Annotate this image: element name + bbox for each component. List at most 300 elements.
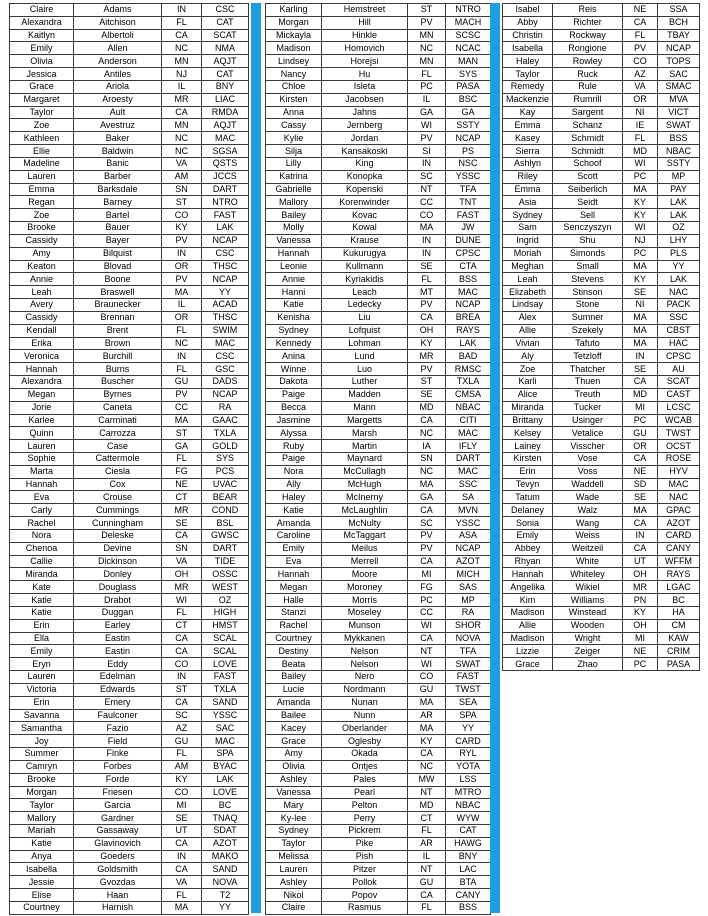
- class-cell: CC: [162, 401, 202, 414]
- first-name-cell: Nora: [266, 465, 322, 478]
- team-cell: NCAP: [446, 299, 491, 312]
- class-cell: IL: [408, 850, 446, 863]
- last-name-cell: Williams: [553, 594, 623, 607]
- first-name-cell: Emily: [266, 542, 322, 555]
- team-cell: SAS: [446, 581, 491, 594]
- first-name-cell: Kasey: [503, 132, 553, 145]
- table-row: [266, 529, 491, 542]
- class-cell: IL: [162, 299, 202, 312]
- first-name-cell: Mackenzie: [503, 93, 553, 106]
- table-row: [503, 632, 700, 645]
- last-name-cell: Finke: [74, 748, 162, 761]
- first-name-cell: Claire: [266, 901, 322, 914]
- team-cell: BC: [202, 799, 249, 812]
- team-cell: SWAT: [446, 658, 491, 671]
- team-cell: UVAC: [202, 478, 249, 491]
- last-name-cell: Tafuto: [553, 337, 623, 350]
- team-cell: TXLA: [446, 376, 491, 389]
- team-cell: SAND: [202, 863, 249, 876]
- table-row: [503, 260, 700, 273]
- team-cell: FAST: [202, 671, 249, 684]
- class-cell: SE: [408, 388, 446, 401]
- last-name-cell: Rumrill: [553, 93, 623, 106]
- last-name-cell: Senczyszyn: [553, 222, 623, 235]
- table-row: [10, 517, 249, 530]
- last-name-cell: Braswell: [74, 286, 162, 299]
- team-cell: MAC: [202, 337, 249, 350]
- last-name-cell: Pike: [322, 837, 408, 850]
- last-name-cell: Sell: [553, 209, 623, 222]
- first-name-cell: Sydney: [503, 209, 553, 222]
- class-cell: NJ: [162, 68, 202, 81]
- team-cell: BEAR: [202, 491, 249, 504]
- table-row: [503, 68, 700, 81]
- first-name-cell: Sam: [503, 222, 553, 235]
- first-name-cell: Eryn: [10, 658, 74, 671]
- class-cell: CO: [408, 209, 446, 222]
- last-name-cell: King: [322, 157, 408, 170]
- class-cell: CA: [162, 29, 202, 42]
- last-name-cell: Goldsmith: [74, 863, 162, 876]
- table-row: [10, 786, 249, 799]
- class-cell: MR: [162, 581, 202, 594]
- first-name-cell: Madeline: [10, 157, 74, 170]
- first-name-cell: Elizabeth: [503, 286, 553, 299]
- class-cell: SC: [408, 170, 446, 183]
- class-cell: IN: [623, 529, 658, 542]
- table-row: [503, 183, 700, 196]
- last-name-cell: Pitzer: [322, 863, 408, 876]
- first-name-cell: Sierra: [503, 145, 553, 158]
- table-row: [10, 440, 249, 453]
- last-name-cell: Cunningham: [74, 517, 162, 530]
- last-name-cell: Winstead: [553, 606, 623, 619]
- table-row: [10, 452, 249, 465]
- table-row: [266, 696, 491, 709]
- first-name-cell: Katrina: [266, 170, 322, 183]
- last-name-cell: Kowal: [322, 222, 408, 235]
- table-row: [10, 106, 249, 119]
- last-name-cell: Friesen: [74, 786, 162, 799]
- team-cell: OCST: [658, 440, 700, 453]
- class-cell: CA: [162, 645, 202, 658]
- team-cell: YSSC: [202, 709, 249, 722]
- class-cell: CA: [162, 837, 202, 850]
- team-cell: SCAL: [202, 645, 249, 658]
- class-cell: CT: [162, 491, 202, 504]
- table-row: [503, 363, 700, 376]
- class-cell: SC: [408, 517, 446, 530]
- class-cell: ST: [162, 427, 202, 440]
- first-name-cell: Melissa: [266, 850, 322, 863]
- table-row: [10, 901, 249, 914]
- first-name-cell: Ashlyn: [503, 157, 553, 170]
- table-row: [10, 93, 249, 106]
- first-name-cell: Jessie: [10, 876, 74, 889]
- class-cell: NI: [623, 299, 658, 312]
- team-cell: SEA: [446, 696, 491, 709]
- last-name-cell: Kopenski: [322, 183, 408, 196]
- first-name-cell: Haley: [266, 491, 322, 504]
- class-cell: AZ: [162, 722, 202, 735]
- team-cell: YSSC: [446, 517, 491, 530]
- class-cell: PV: [408, 529, 446, 542]
- first-name-cell: Emily: [10, 42, 74, 55]
- first-name-cell: Cassy: [266, 119, 322, 132]
- team-cell: HMST: [202, 619, 249, 632]
- first-name-cell: Tevyn: [503, 478, 553, 491]
- first-name-cell: Lizzie: [503, 645, 553, 658]
- table-row: [10, 42, 249, 55]
- first-name-cell: Ashley: [266, 773, 322, 786]
- class-cell: KY: [162, 773, 202, 786]
- table-row: [10, 825, 249, 838]
- team-cell: TXLA: [202, 427, 249, 440]
- team-cell: SAND: [202, 696, 249, 709]
- first-name-cell: Allie: [503, 324, 553, 337]
- last-name-cell: Eastin: [74, 645, 162, 658]
- class-cell: NE: [623, 645, 658, 658]
- class-cell: PC: [623, 247, 658, 260]
- team-cell: LGAC: [658, 581, 700, 594]
- team-cell: OZ: [658, 222, 700, 235]
- team-cell: BSL: [202, 517, 249, 530]
- last-name-cell: Shu: [553, 234, 623, 247]
- table-row: [266, 350, 491, 363]
- first-name-cell: Sophie: [10, 452, 74, 465]
- table-row: [266, 299, 491, 312]
- last-name-cell: Jordan: [322, 132, 408, 145]
- table-row: [266, 812, 491, 825]
- table-row: [266, 427, 491, 440]
- last-name-cell: Edwards: [74, 683, 162, 696]
- last-name-cell: Reis: [553, 4, 623, 17]
- first-name-cell: Claire: [10, 4, 74, 17]
- first-name-cell: Taylor: [503, 68, 553, 81]
- first-name-cell: Ky-lee: [266, 812, 322, 825]
- last-name-cell: Szekely: [553, 324, 623, 337]
- first-name-cell: Erika: [10, 337, 74, 350]
- last-name-cell: Richter: [553, 16, 623, 29]
- table-row: [10, 645, 249, 658]
- team-cell: NCAC: [446, 42, 491, 55]
- table-row: [266, 837, 491, 850]
- class-cell: OH: [408, 324, 446, 337]
- team-cell: HIGH: [202, 606, 249, 619]
- class-cell: UT: [623, 555, 658, 568]
- last-name-cell: Hu: [322, 68, 408, 81]
- class-cell: CA: [623, 16, 658, 29]
- last-name-cell: Stone: [553, 299, 623, 312]
- last-name-cell: Jernberg: [322, 119, 408, 132]
- table-row: [503, 234, 700, 247]
- last-name-cell: Zeiger: [553, 645, 623, 658]
- team-cell: PACK: [658, 299, 700, 312]
- last-name-cell: Deleske: [74, 529, 162, 542]
- first-name-cell: Courtney: [266, 632, 322, 645]
- table-row: [503, 106, 700, 119]
- first-name-cell: Isabella: [10, 863, 74, 876]
- class-cell: IN: [162, 350, 202, 363]
- team-cell: CSC: [202, 4, 249, 17]
- last-name-cell: Cummings: [74, 504, 162, 517]
- team-cell: SGSA: [202, 145, 249, 158]
- first-name-cell: Hannah: [266, 568, 322, 581]
- team-cell: MAC: [446, 286, 491, 299]
- class-cell: NE: [623, 465, 658, 478]
- first-name-cell: Morgan: [266, 16, 322, 29]
- class-cell: MA: [623, 311, 658, 324]
- last-name-cell: Buscher: [74, 376, 162, 389]
- team-cell: NBAC: [446, 799, 491, 812]
- first-name-cell: Anya: [10, 850, 74, 863]
- first-name-cell: Bailey: [266, 671, 322, 684]
- table-row: [266, 568, 491, 581]
- roster-table-3: [502, 3, 700, 671]
- table-row: [10, 773, 249, 786]
- first-name-cell: Remedy: [503, 80, 553, 93]
- team-cell: TIDE: [202, 555, 249, 568]
- class-cell: KY: [162, 222, 202, 235]
- last-name-cell: Goeders: [74, 850, 162, 863]
- team-cell: YY: [202, 286, 249, 299]
- table-row: [503, 324, 700, 337]
- table-row: [10, 632, 249, 645]
- first-name-cell: Erin: [503, 465, 553, 478]
- table-row: [503, 273, 700, 286]
- class-cell: GU: [408, 683, 446, 696]
- table-row: [503, 619, 700, 632]
- last-name-cell: Usinger: [553, 414, 623, 427]
- first-name-cell: Ella: [10, 632, 74, 645]
- last-name-cell: Duggan: [74, 606, 162, 619]
- last-name-cell: Aitchison: [74, 16, 162, 29]
- last-name-cell: Ruck: [553, 68, 623, 81]
- first-name-cell: Joy: [10, 735, 74, 748]
- last-name-cell: Drabot: [74, 594, 162, 607]
- first-name-cell: Hannah: [10, 363, 74, 376]
- first-name-cell: Chloe: [266, 80, 322, 93]
- table-row: [503, 645, 700, 658]
- first-name-cell: Hannah: [266, 247, 322, 260]
- last-name-cell: Schoof: [553, 157, 623, 170]
- last-name-cell: Wade: [553, 491, 623, 504]
- table-row: [266, 80, 491, 93]
- first-name-cell: Kirsten: [503, 452, 553, 465]
- first-name-cell: Brooke: [10, 773, 74, 786]
- first-name-cell: Ashley: [266, 876, 322, 889]
- team-cell: DART: [446, 452, 491, 465]
- last-name-cell: Thuen: [553, 376, 623, 389]
- first-name-cell: Callie: [10, 555, 74, 568]
- table-row: [266, 901, 491, 914]
- team-cell: COND: [202, 504, 249, 517]
- last-name-cell: McNulty: [322, 517, 408, 530]
- first-name-cell: Quinn: [10, 427, 74, 440]
- table-row: [10, 29, 249, 42]
- class-cell: MN: [408, 55, 446, 68]
- table-row: [266, 145, 491, 158]
- class-cell: FL: [162, 606, 202, 619]
- team-cell: GOLD: [202, 440, 249, 453]
- first-name-cell: Mallory: [10, 812, 74, 825]
- first-name-cell: Amanda: [266, 696, 322, 709]
- first-name-cell: Katie: [266, 504, 322, 517]
- class-cell: CA: [623, 376, 658, 389]
- team-cell: CSC: [202, 350, 249, 363]
- table-row: [266, 863, 491, 876]
- class-cell: FL: [408, 825, 446, 838]
- first-name-cell: Hanni: [266, 286, 322, 299]
- first-name-cell: Leah: [503, 273, 553, 286]
- last-name-cell: Wang: [553, 517, 623, 530]
- team-cell: BCH: [658, 16, 700, 29]
- first-name-cell: Paige: [266, 452, 322, 465]
- table-row: [10, 427, 249, 440]
- team-cell: YY: [446, 722, 491, 735]
- team-cell: DUNE: [446, 234, 491, 247]
- class-cell: GU: [623, 427, 658, 440]
- class-cell: PV: [408, 299, 446, 312]
- team-cell: IFLY: [446, 440, 491, 453]
- team-cell: SYS: [446, 68, 491, 81]
- class-cell: MA: [162, 414, 202, 427]
- team-cell: LIAC: [202, 93, 249, 106]
- first-name-cell: Vivian: [503, 337, 553, 350]
- last-name-cell: Zhao: [553, 658, 623, 671]
- class-cell: MR: [623, 581, 658, 594]
- team-cell: NCAP: [202, 273, 249, 286]
- last-name-cell: Wright: [553, 632, 623, 645]
- team-cell: ASA: [446, 529, 491, 542]
- first-name-cell: Taylor: [266, 837, 322, 850]
- table-row: [266, 234, 491, 247]
- team-cell: SAC: [658, 68, 700, 81]
- class-cell: CA: [408, 632, 446, 645]
- class-cell: KY: [408, 735, 446, 748]
- class-cell: OH: [623, 568, 658, 581]
- class-cell: IL: [162, 80, 202, 93]
- team-cell: GPAC: [658, 504, 700, 517]
- table-row: [10, 658, 249, 671]
- table-row: [503, 337, 700, 350]
- last-name-cell: Caneta: [74, 401, 162, 414]
- table-row: [266, 606, 491, 619]
- first-name-cell: Lauren: [10, 440, 74, 453]
- last-name-cell: Konopka: [322, 170, 408, 183]
- first-name-cell: Vanessa: [266, 786, 322, 799]
- table-row: [10, 542, 249, 555]
- last-name-cell: Devine: [74, 542, 162, 555]
- table-row: [503, 222, 700, 235]
- first-name-cell: Stanzi: [266, 606, 322, 619]
- table-row: [10, 376, 249, 389]
- first-name-cell: Madison: [266, 42, 322, 55]
- last-name-cell: Forde: [74, 773, 162, 786]
- first-name-cell: Vanessa: [266, 234, 322, 247]
- first-name-cell: Sonia: [503, 517, 553, 530]
- team-cell: ACAD: [202, 299, 249, 312]
- team-cell: LHY: [658, 234, 700, 247]
- first-name-cell: Kacey: [266, 722, 322, 735]
- table-row: [10, 222, 249, 235]
- class-cell: IN: [408, 234, 446, 247]
- class-cell: NC: [162, 42, 202, 55]
- first-name-cell: Cassidy: [10, 311, 74, 324]
- class-cell: GA: [408, 106, 446, 119]
- first-name-cell: Lauren: [10, 170, 74, 183]
- class-cell: GA: [162, 440, 202, 453]
- first-name-cell: Madison: [503, 606, 553, 619]
- first-name-cell: Avery: [10, 299, 74, 312]
- class-cell: WI: [623, 222, 658, 235]
- first-name-cell: Isabel: [503, 4, 553, 17]
- class-cell: PC: [623, 170, 658, 183]
- first-name-cell: Katie: [266, 299, 322, 312]
- last-name-cell: Barber: [74, 170, 162, 183]
- class-cell: FL: [162, 324, 202, 337]
- class-cell: CA: [408, 555, 446, 568]
- last-name-cell: Kovac: [322, 209, 408, 222]
- table-row: [10, 183, 249, 196]
- team-cell: LOVE: [202, 658, 249, 671]
- team-cell: RAYS: [658, 568, 700, 581]
- class-cell: KY: [623, 606, 658, 619]
- first-name-cell: Camryn: [10, 760, 74, 773]
- table-row: [266, 55, 491, 68]
- first-name-cell: Emily: [10, 645, 74, 658]
- class-cell: MA: [623, 504, 658, 517]
- table-row: [503, 350, 700, 363]
- last-name-cell: Marsh: [322, 427, 408, 440]
- team-cell: YY: [658, 260, 700, 273]
- first-name-cell: Megan: [10, 388, 74, 401]
- last-name-cell: Korenwinder: [322, 196, 408, 209]
- team-cell: NTRO: [446, 4, 491, 17]
- class-cell: FL: [623, 132, 658, 145]
- last-name-cell: Munson: [322, 619, 408, 632]
- team-cell: SYS: [202, 452, 249, 465]
- class-cell: CA: [162, 106, 202, 119]
- last-name-cell: Vose: [553, 452, 623, 465]
- table-row: [503, 478, 700, 491]
- class-cell: FL: [408, 901, 446, 914]
- first-name-cell: Moriah: [503, 247, 553, 260]
- table-row: [503, 196, 700, 209]
- team-cell: VICT: [658, 106, 700, 119]
- last-name-cell: Simonds: [553, 247, 623, 260]
- class-cell: MA: [162, 901, 202, 914]
- last-name-cell: Barney: [74, 196, 162, 209]
- class-cell: NT: [408, 863, 446, 876]
- table-row: [10, 491, 249, 504]
- last-name-cell: Haan: [74, 889, 162, 902]
- last-name-cell: Pales: [322, 773, 408, 786]
- table-row: [503, 452, 700, 465]
- last-name-cell: Moore: [322, 568, 408, 581]
- last-name-cell: Pearl: [322, 786, 408, 799]
- class-cell: IN: [162, 850, 202, 863]
- last-name-cell: Nunan: [322, 696, 408, 709]
- first-name-cell: Zoe: [10, 209, 74, 222]
- table-row: [10, 260, 249, 273]
- last-name-cell: Wikiel: [553, 581, 623, 594]
- team-cell: TXLA: [202, 683, 249, 696]
- team-cell: AZOT: [446, 555, 491, 568]
- team-cell: FAST: [446, 209, 491, 222]
- table-row: [10, 388, 249, 401]
- team-cell: PCS: [202, 465, 249, 478]
